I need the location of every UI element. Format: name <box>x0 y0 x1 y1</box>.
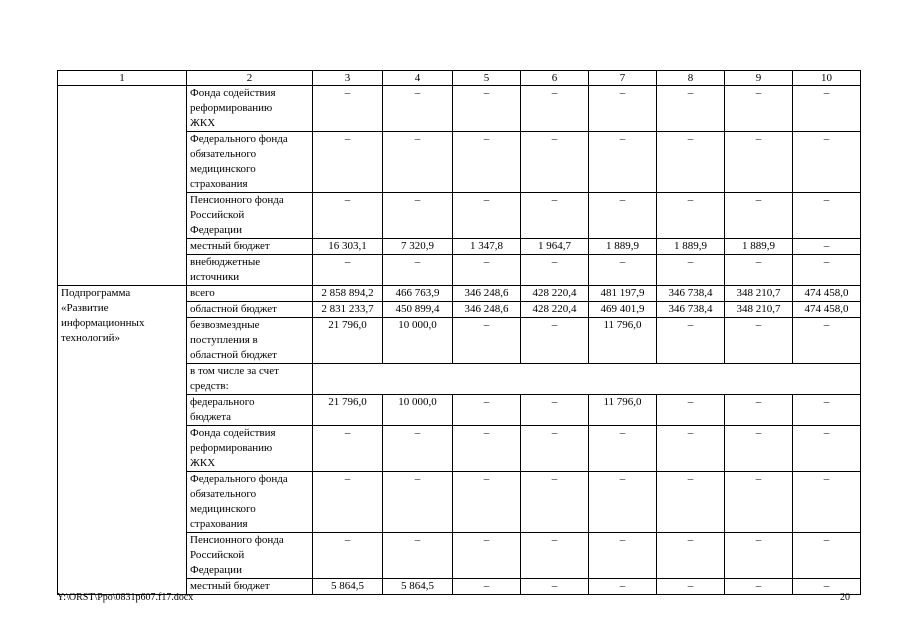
funding-source-line: Федерального фонда <box>190 133 288 145</box>
funding-source-line: обязательного <box>190 488 257 500</box>
value-cell: – <box>453 132 521 193</box>
value-cell: – <box>793 239 861 255</box>
header-cell: 4 <box>383 71 453 86</box>
value-cell: – <box>725 255 793 286</box>
value-cell: – <box>589 255 657 286</box>
value-cell: 1 964,7 <box>521 239 589 255</box>
value-cell: – <box>383 472 453 533</box>
value-cell: 466 763,9 <box>383 286 453 302</box>
funding-source-line: обязательного <box>190 148 257 160</box>
value-cell: – <box>313 472 383 533</box>
value-cell: – <box>589 86 657 132</box>
value-cell: – <box>453 533 521 579</box>
funding-source-line: всего <box>190 287 215 299</box>
value-cell: – <box>657 533 725 579</box>
header-cell: 3 <box>313 71 383 86</box>
subprogram-title-line: технологий» <box>61 332 121 344</box>
value-cell: 1 889,9 <box>725 239 793 255</box>
value-cell: – <box>383 426 453 472</box>
value-cell: – <box>521 193 589 239</box>
value-cell: – <box>521 395 589 426</box>
header-row <box>58 71 861 86</box>
value-cell: – <box>589 193 657 239</box>
value-cell: 2 831 233,7 <box>313 302 383 318</box>
funding-source-line: ЖКХ <box>190 117 216 129</box>
value-cell: – <box>313 86 383 132</box>
value-cell: 469 401,9 <box>589 302 657 318</box>
header-cell: 10 <box>793 71 861 86</box>
value-cell: – <box>521 318 589 364</box>
value-cell: – <box>725 579 793 595</box>
header-cell: 8 <box>657 71 725 86</box>
funding-source-cell <box>187 472 313 533</box>
funding-source-cell <box>187 239 313 255</box>
funding-source-line: Федерации <box>190 564 242 576</box>
footer-file-path: Y:\ORST\Ppo\0831p607.f17.docx <box>57 592 194 603</box>
value-cell: – <box>657 255 725 286</box>
value-cell: 2 858 894,2 <box>313 286 383 302</box>
value-cell: – <box>657 132 725 193</box>
value-cell: – <box>657 579 725 595</box>
value-cell: 10 000,0 <box>383 318 453 364</box>
value-cell: – <box>657 426 725 472</box>
subprogram-title-line: информационных <box>61 317 145 329</box>
value-cell: – <box>453 193 521 239</box>
value-cell: 450 899,4 <box>383 302 453 318</box>
value-cell: – <box>793 472 861 533</box>
value-cell: – <box>521 579 589 595</box>
value-cell: – <box>521 533 589 579</box>
value-cell: 11 796,0 <box>589 395 657 426</box>
funding-source-line: Фонда содействия <box>190 427 276 439</box>
value-cell: – <box>725 86 793 132</box>
value-cell: – <box>793 579 861 595</box>
value-cell: 11 796,0 <box>589 318 657 364</box>
value-cell: 16 303,1 <box>313 239 383 255</box>
value-cell: 346 248,6 <box>453 302 521 318</box>
value-cell: – <box>521 426 589 472</box>
value-cell: 5 864,5 <box>313 579 383 595</box>
value-cell: – <box>725 132 793 193</box>
value-cell: 7 320,9 <box>383 239 453 255</box>
header-cell: 5 <box>453 71 521 86</box>
value-cell: – <box>793 318 861 364</box>
value-cell: – <box>725 472 793 533</box>
funding-source-line: поступления в <box>190 334 258 346</box>
funding-source-line: реформированию <box>190 102 273 114</box>
funding-source-line: местный бюджет <box>190 580 270 592</box>
value-cell: – <box>725 193 793 239</box>
funding-source-line: Российской <box>190 549 245 561</box>
funding-source-cell <box>187 426 313 472</box>
table-row <box>58 286 861 302</box>
value-cell: – <box>725 533 793 579</box>
value-cell: – <box>793 193 861 239</box>
header-cell: 9 <box>725 71 793 86</box>
value-cell: – <box>589 533 657 579</box>
funding-source-line: бюджета <box>190 411 232 423</box>
funding-source-line: медицинского <box>190 163 256 175</box>
value-cell: – <box>793 395 861 426</box>
header-cell: 2 <box>187 71 313 86</box>
funding-source-cell <box>187 533 313 579</box>
header-cell: 1 <box>58 71 187 86</box>
value-cell: – <box>453 579 521 595</box>
value-cell: 5 864,5 <box>383 579 453 595</box>
value-cell: – <box>313 132 383 193</box>
value-cell: – <box>313 426 383 472</box>
funding-source-cell <box>187 86 313 132</box>
value-cell: 428 220,4 <box>521 286 589 302</box>
value-cell: – <box>453 255 521 286</box>
funding-source-line: Фонда содействия <box>190 87 276 99</box>
value-cell: – <box>793 86 861 132</box>
funding-source-line: местный бюджет <box>190 240 270 252</box>
value-cell: – <box>453 472 521 533</box>
value-cell: – <box>657 86 725 132</box>
value-cell: 1 347,8 <box>453 239 521 255</box>
value-cell: 1 889,9 <box>589 239 657 255</box>
value-cell: 346 738,4 <box>657 302 725 318</box>
value-cell: 474 458,0 <box>793 286 861 302</box>
value-cell: – <box>453 86 521 132</box>
value-cell: – <box>793 132 861 193</box>
funding-source-line: Федерации <box>190 224 242 236</box>
funding-source-cell <box>187 364 313 395</box>
funding-source-line: страхования <box>190 178 248 190</box>
value-cell: – <box>589 132 657 193</box>
subprogram-title-line: Подпрограмма <box>61 287 131 299</box>
subprogram-title-line: «Развитие <box>61 302 109 314</box>
value-cell: – <box>725 426 793 472</box>
value-cell: – <box>521 132 589 193</box>
value-cell: – <box>657 193 725 239</box>
value-cell: – <box>383 255 453 286</box>
subprogram-cell <box>58 286 187 595</box>
value-cell: – <box>657 395 725 426</box>
header-cell: 7 <box>589 71 657 86</box>
value-cell: – <box>383 193 453 239</box>
funding-source-cell <box>187 579 313 595</box>
value-cell: 348 210,7 <box>725 302 793 318</box>
funding-source-line: внебюджетные <box>190 256 261 268</box>
funding-source-line: областной бюджет <box>190 303 277 315</box>
value-cell: 21 796,0 <box>313 318 383 364</box>
value-cell: – <box>313 255 383 286</box>
value-cell: – <box>793 255 861 286</box>
value-cell: – <box>521 472 589 533</box>
value-cell: 346 738,4 <box>657 286 725 302</box>
value-cell: – <box>657 318 725 364</box>
program-cell <box>58 86 187 286</box>
value-cell: – <box>383 86 453 132</box>
funding-source-line: реформированию <box>190 442 273 454</box>
value-cell: 346 248,6 <box>453 286 521 302</box>
header-cell: 6 <box>521 71 589 86</box>
funding-source-cell <box>187 132 313 193</box>
budget-table <box>57 70 861 595</box>
funding-source-cell <box>187 395 313 426</box>
value-cell: – <box>453 318 521 364</box>
value-cell: – <box>793 533 861 579</box>
value-cell: 348 210,7 <box>725 286 793 302</box>
funding-source-line: средств: <box>190 380 229 392</box>
funding-source-line: медицинского <box>190 503 256 515</box>
value-cell: – <box>793 426 861 472</box>
funding-source-cell <box>187 255 313 286</box>
value-cell: – <box>313 193 383 239</box>
value-cell: – <box>725 318 793 364</box>
value-cell: 10 000,0 <box>383 395 453 426</box>
funding-source-line: Федерального фонда <box>190 473 288 485</box>
funding-source-cell <box>187 286 313 302</box>
value-cell: – <box>313 533 383 579</box>
value-cell: 21 796,0 <box>313 395 383 426</box>
value-cell: 474 458,0 <box>793 302 861 318</box>
funding-source-line: безвозмездные <box>190 319 260 331</box>
funding-source-line: страхования <box>190 518 248 530</box>
funding-source-line: Пенсионного фонда <box>190 194 284 206</box>
funding-source-line: Пенсионного фонда <box>190 534 284 546</box>
funding-source-cell <box>187 193 313 239</box>
funding-source-line: федерального <box>190 396 255 408</box>
value-cell: – <box>589 426 657 472</box>
value-cell: – <box>453 395 521 426</box>
value-cell: – <box>383 132 453 193</box>
funding-source-cell <box>187 302 313 318</box>
table-row <box>58 86 861 132</box>
value-cell: – <box>589 579 657 595</box>
funding-source-line: в том числе за счет <box>190 365 279 377</box>
value-cell: – <box>521 255 589 286</box>
value-cell: 481 197,9 <box>589 286 657 302</box>
value-cell: – <box>657 472 725 533</box>
value-cell: – <box>589 472 657 533</box>
funding-source-line: ЖКХ <box>190 457 216 469</box>
value-cell: – <box>725 395 793 426</box>
funding-source-line: Российской <box>190 209 245 221</box>
funding-source-cell <box>187 318 313 364</box>
value-cell: – <box>383 533 453 579</box>
footer-page-number: 20 <box>840 592 850 603</box>
value-cell: – <box>521 86 589 132</box>
funding-source-line: областной бюджет <box>190 349 277 361</box>
value-cell: – <box>453 426 521 472</box>
value-cell: 1 889,9 <box>657 239 725 255</box>
funding-source-line: источники <box>190 271 240 283</box>
value-cell: 428 220,4 <box>521 302 589 318</box>
empty-merged-cell <box>313 364 861 395</box>
